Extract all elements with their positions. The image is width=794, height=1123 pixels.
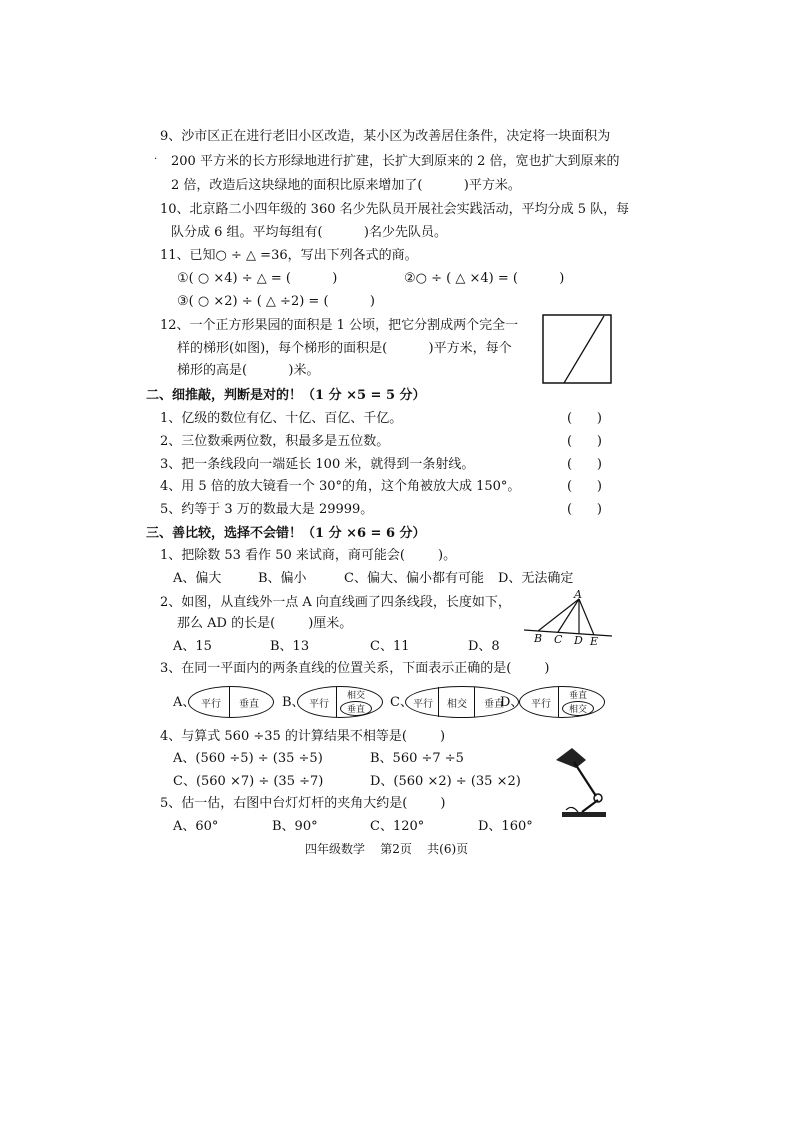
figure-label-e: E (590, 635, 599, 648)
oval-c-parallel: 平行 (413, 698, 433, 710)
q11-line1: 11、已知○ ÷ △ =36，写出下列各式的商。 (160, 248, 418, 263)
choice-q4-stem: 4、与算式 560 ÷35 的计算结果不相等是( ) (160, 729, 446, 744)
choice-q1-option-d: D、无法确定 (498, 571, 574, 586)
choice-q1-option-a: A、偏大 (173, 571, 222, 586)
choice-q5-option-d: D、160° (478, 819, 533, 834)
choice-q2-option-d: D、8 (468, 639, 500, 654)
oval-option-d (519, 686, 605, 718)
oval-option-b (297, 686, 383, 718)
choice-q4-option-a: A、(560 ÷5) ÷ (35 ÷5) (173, 751, 323, 766)
choice-q5-stem: 5、估一估，右图中台灯灯杆的夹角大约是( ) (160, 796, 446, 811)
figure-label-d: D (574, 634, 583, 647)
choice-q2-option-b: B、13 (270, 639, 310, 654)
q11-c: ③( ○ ×2) ÷ ( △ ÷2) = ( ) (177, 294, 375, 309)
choice-q2-option-c: C、11 (370, 639, 410, 654)
choice-q1-option-b: B、偏小 (258, 571, 307, 586)
choice-q1-stem: 1、把除数 53 看作 50 来试商，商可能会( )。 (160, 548, 457, 563)
judge-paren-3[interactable]: ( ) (567, 457, 602, 472)
q12-line2: 样的梯形(如图)，每个梯形的面积是( )平方米，每个 (177, 341, 512, 356)
q12-line3: 梯形的高是( )米。 (177, 363, 320, 378)
q12-line1: 12、一个正方形果园的面积是 1 公顷，把它分割成两个完全一 (160, 318, 519, 333)
choice-q3-stem: 3、在同一平面内的两条直线的位置关系，下面表示正确的是( ) (160, 661, 550, 676)
choice-q3-letter-a: A、 (173, 695, 196, 710)
judge-item-2: 2、三位数乘两位数，积最多是五位数。 (160, 434, 390, 449)
judge-item-4: 4、用 5 倍的放大镜看一个 30°的角，这个角被放大成 150°。 (160, 479, 521, 494)
choice-q5-option-b: B、90° (272, 819, 318, 834)
oval-d-perpendicular: 垂直 (568, 690, 587, 701)
choice-q2-option-a: A、15 (173, 639, 212, 654)
figure-label-c: C (554, 633, 563, 646)
oval-b-parallel: 平行 (309, 698, 329, 710)
oval-d-parallel: 平行 (531, 698, 551, 710)
q10-line2: 队分成 6 组。平均每组有( )名少先队员。 (171, 225, 448, 240)
q10-line1: 10、北京路二小四年级的 360 名少先队员开展社会实践活动，平均分成 5 队，每 (160, 202, 630, 217)
choice-q3-letter-b: B、 (282, 695, 305, 710)
choice-q3-letter-c: C、 (390, 695, 413, 710)
section2-title: 二、细推敲，判断是对的！（1 分 ×5 = 5 分） (146, 388, 426, 403)
figure-label-b: B (534, 632, 543, 645)
oval-b-intersect: 相交 (346, 690, 365, 701)
oval-c-perpendicular: 垂直 (484, 698, 504, 710)
oval-b-perpendicular: 垂直 (340, 701, 372, 716)
oval-a-perpendicular: 垂直 (239, 698, 259, 710)
choice-q5-option-c: C、120° (370, 819, 425, 834)
choice-q4-option-c: C、(560 ×7) ÷ (35 ÷7) (173, 774, 324, 789)
q9-line2: 200 平方米的长方形绿地进行扩建，长扩大到原来的 2 倍，宽也扩大到原来的 (171, 154, 620, 169)
choice-q5-option-a: A、60° (173, 819, 219, 834)
q11-b: ②○ ÷ ( △ ×4) = ( ) (404, 271, 565, 286)
judge-item-5: 5、约等于 3 万的数最大是 29999。 (160, 502, 374, 517)
choice-q2-stem2: 那么 AD 的长是( )厘米。 (177, 616, 353, 631)
choice-q3-letter-d: D、 (500, 695, 524, 710)
judge-paren-1[interactable]: ( ) (567, 411, 602, 426)
choice-q4-option-b: B、560 ÷7 ÷5 (370, 751, 464, 766)
choice-q4-option-d: D、(560 ×2) ÷ (35 ×2) (370, 774, 521, 789)
oval-option-a (188, 686, 274, 718)
page-footer: 四年级数学 第2页 共(6)页 (305, 842, 469, 856)
judge-paren-4[interactable]: ( ) (567, 479, 602, 494)
section3-title: 三、善比较，选择不会错！（1 分 ×6 = 6 分） (146, 526, 426, 541)
mark-dot: · (154, 154, 158, 165)
square-orchard-figure (542, 314, 614, 386)
figure-label-apex: A (574, 588, 582, 601)
judge-paren-2[interactable]: ( ) (567, 434, 602, 449)
judge-item-3: 3、把一条线段向一端延长 100 米，就得到一条射线。 (160, 457, 475, 472)
oval-d-intersect: 相交 (562, 701, 594, 716)
q9-line3: 2 倍，改造后这块绿地的面积比原来增加了( )平方米。 (171, 178, 521, 193)
desk-lamp-figure (552, 744, 614, 820)
judge-item-1: 1、亿级的数位有亿、十亿、百亿、千亿。 (160, 411, 403, 426)
oval-a-parallel: 平行 (201, 698, 221, 710)
choice-q2-stem1: 2、如图，从直线外一点 A 向直线画了四条线段，长度如下， (160, 595, 511, 610)
q9-line1: 9、沙市区正在进行老旧小区改造，某小区为改善居住条件，决定将一块面积为 (160, 129, 611, 144)
oval-c-intersect: 相交 (447, 698, 467, 710)
choice-q1-option-c: C、偏大、偏小都有可能 (344, 571, 484, 586)
judge-paren-5[interactable]: ( ) (567, 502, 602, 517)
q11-a: ①( ○ ×4) ÷ △ = ( ) (177, 271, 338, 286)
